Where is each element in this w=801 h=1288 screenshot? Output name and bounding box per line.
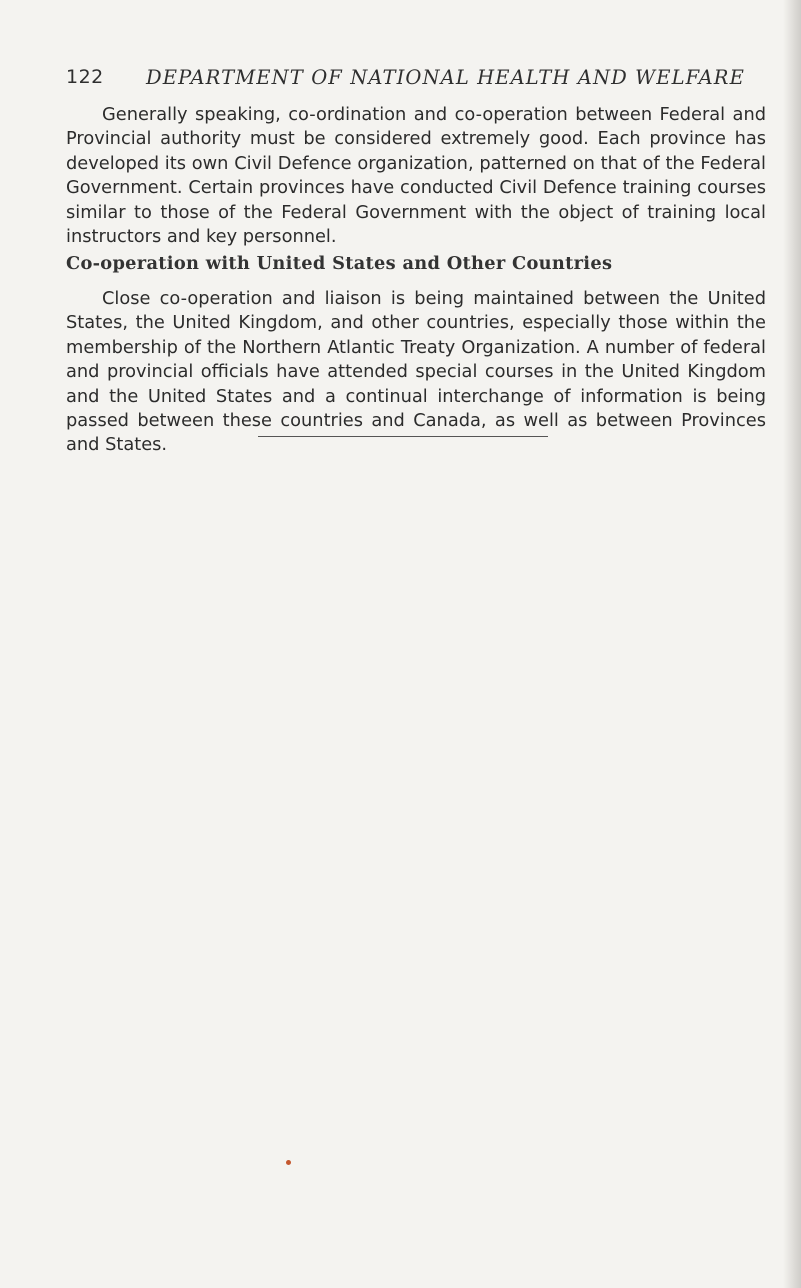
body-paragraph-1: Generally speaking, co-ordination and co-operation between Federal and Provincial authority must be considered extremely good. Each province has developed its own Civil Defence organization, patterned on that of the Federal Government. Certain provinces have conducted Civil Defence training courses similar to those of the Federal Government with the object of training local instructors and key personnel. (66, 104, 766, 248)
page-edge-shadow (783, 0, 801, 1288)
page-speck (286, 1160, 291, 1165)
page-number: 122 (66, 66, 104, 88)
running-head (66, 66, 766, 96)
running-title: DEPARTMENT OF NATIONAL HEALTH AND WELFARE (146, 66, 745, 89)
end-rule-divider (258, 436, 548, 437)
section-heading: Co-operation with United States and Other Countries (66, 253, 613, 274)
body-paragraph-2: Close co-operation and liaison is being maintained between the United States, the United Kingdom, and other countries, especially those within the membership of the Northern Atlantic Treaty Organization. A number of federal and provincial officials have attended special courses in the United Kingdom and the United States and a continual interchange of information is being passed between these countries and Canada, as well as between Provinces and States. (66, 288, 766, 456)
